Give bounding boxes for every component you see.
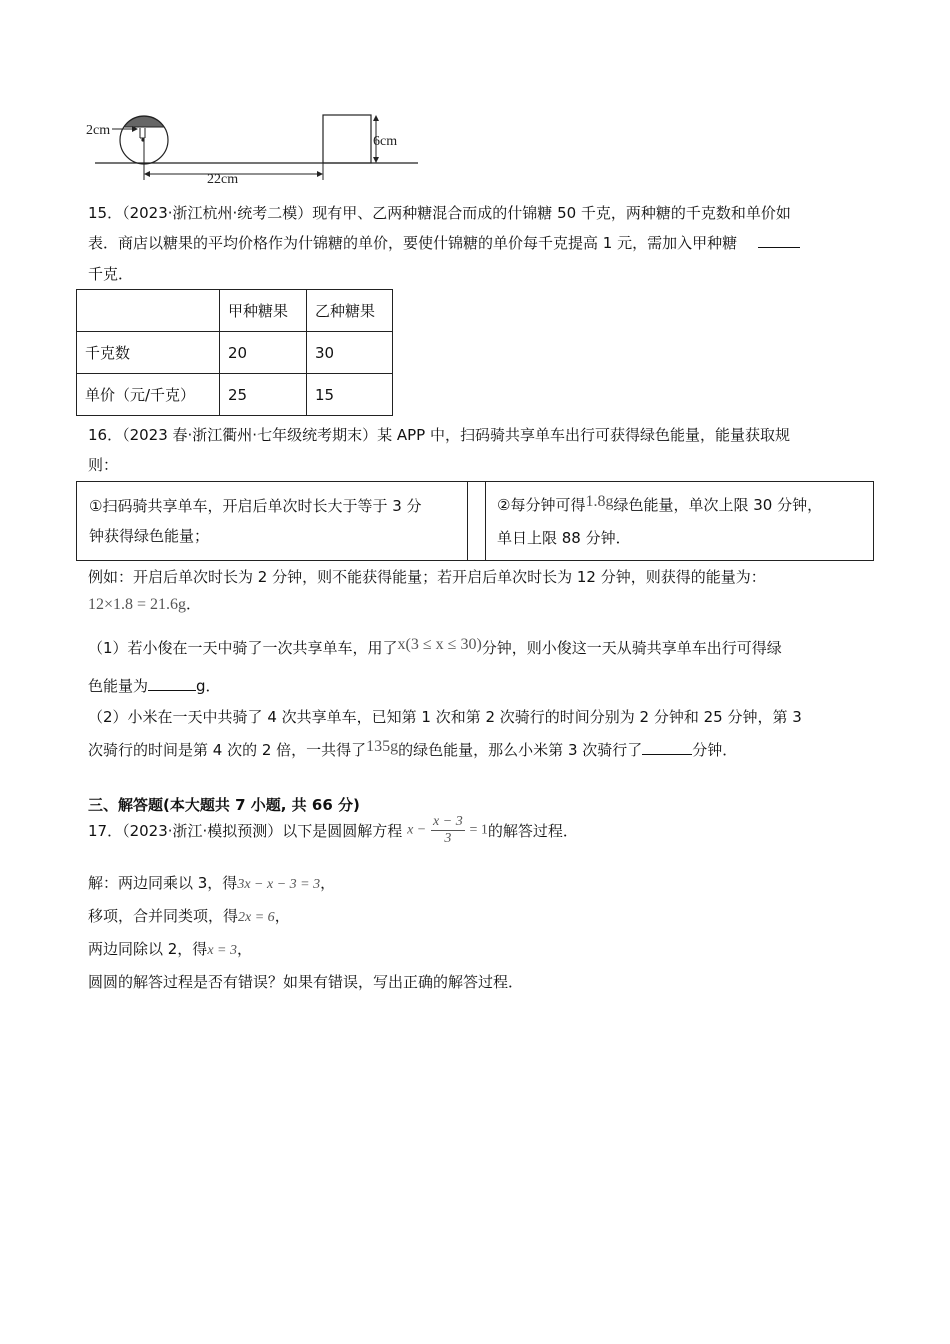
q15-line2	[88, 232, 800, 253]
table-row	[77, 374, 393, 416]
sub1-math: x(3 ≤ x ≤ 30)	[397, 636, 482, 653]
q15-answer-blank[interactable]	[758, 233, 800, 248]
q17-step3: 两边同除以 2，得x = 3，	[88, 940, 252, 958]
q17-step1: 解：两边同乘以 3，得3x − x − 3 = 3，	[88, 874, 336, 892]
rule2-value: 1.8g	[585, 493, 614, 510]
example-math: 12×1.8 = 21.6g	[88, 596, 187, 613]
section3-heading: 三、解答题(本大题共 7 小题, 共 66 分)	[88, 796, 360, 814]
q15-line3: 千克．	[88, 265, 134, 283]
q16-line1: 16．（2023 春·浙江衢州·七年级统考期末）某 APP 中，扫码骑共享单车出行可获得绿色能量，能量获取规	[88, 426, 790, 444]
shaded-segment	[124, 116, 164, 127]
q17-question: 圆圆的解答过程是否有错误？如果有错误，写出正确的解答过程．	[88, 973, 524, 991]
table-header-yi: 乙种糖果	[307, 290, 393, 332]
table-cell: 20	[220, 332, 307, 374]
rules-box	[76, 481, 874, 561]
table-row	[77, 332, 393, 374]
table-cell: 30	[307, 332, 393, 374]
rule1-line2: 钟获得绿色能量；	[89, 527, 210, 545]
table-header-empty	[77, 290, 220, 332]
label-6cm: 6cm	[373, 134, 398, 149]
sub2-answer-blank[interactable]	[642, 740, 692, 755]
equation-fraction: $\frac{x - 3}{3}$	[433, 814, 463, 846]
candy-table	[76, 289, 393, 416]
q17-step2: 移项，合并同类项，得2x = 6，	[88, 907, 290, 925]
q16-sub1-line2: 色能量为 g．	[88, 677, 221, 695]
table-header-row	[77, 290, 393, 332]
table-cell: 15	[307, 374, 393, 416]
q15-line1: 15．（2023·浙江杭州·统考二模）现有甲、乙两种糖混合而成的什锦糖 50 千克，两种糖的千克数和单价如	[88, 204, 791, 222]
q16-example-line2: 12×1.8 = 21.6g．	[88, 595, 202, 613]
sub1-answer-blank[interactable]	[148, 676, 196, 691]
q16-sub2-line2: 次骑行的时间是第 4 次的 2 倍，一共得了135g的绿色能量，那么小米第 3 次骑行了 分钟．	[88, 738, 738, 759]
square-box	[323, 115, 371, 163]
label-2cm: 2cm	[86, 123, 111, 138]
q17-line1: 17．（2023·浙江·模拟预测）以下是圆圆解方程 x − $\frac{x - 3}{3}$ = 1的解答过程．	[88, 814, 578, 846]
rule1-line1: ①扫码骑共享单车，开启后单次时长大于等于 3 分	[89, 497, 422, 515]
rule2-line1: ②每分钟可得1.8g绿色能量，单次上限 30 分钟，	[497, 493, 823, 514]
table-header-jia: 甲种糖果	[220, 290, 307, 332]
table-cell: 25	[220, 374, 307, 416]
table-cell: 千克数	[77, 332, 220, 374]
geometry-figure	[80, 108, 425, 188]
sub2-math: 135g	[366, 738, 399, 755]
table-cell: 单价（元/千克）	[77, 374, 220, 416]
q16-sub1-line1: （1）若小俊在一天中骑了一次共享单车，用了x(3 ≤ x ≤ 30)分钟，则小俊这一天从骑共享单车出行可得绿	[88, 636, 782, 657]
q16-line2: 则：	[88, 456, 119, 474]
rule2-line2: 单日上限 88 分钟．	[497, 529, 631, 547]
label-22cm: 22cm	[207, 172, 239, 187]
q16-sub2-line1: （2）小米在一天中共骑了 4 次共享单车，已知第 1 次和第 2 次骑行的时间分别为 2 分钟和 25 分钟，第 3	[88, 708, 802, 726]
q16-example-line1: 例如：开启后单次时长为 2 分钟，则不能获得能量；若开启后单次时长为 12 分钟，则获得的能量为：	[88, 568, 766, 586]
q15-line2-text: 表．商店以糖果的平均价格作为什锦糖的单价，要使什锦糖的单价每千克提高 1 元，需加入甲种糖	[88, 234, 738, 252]
